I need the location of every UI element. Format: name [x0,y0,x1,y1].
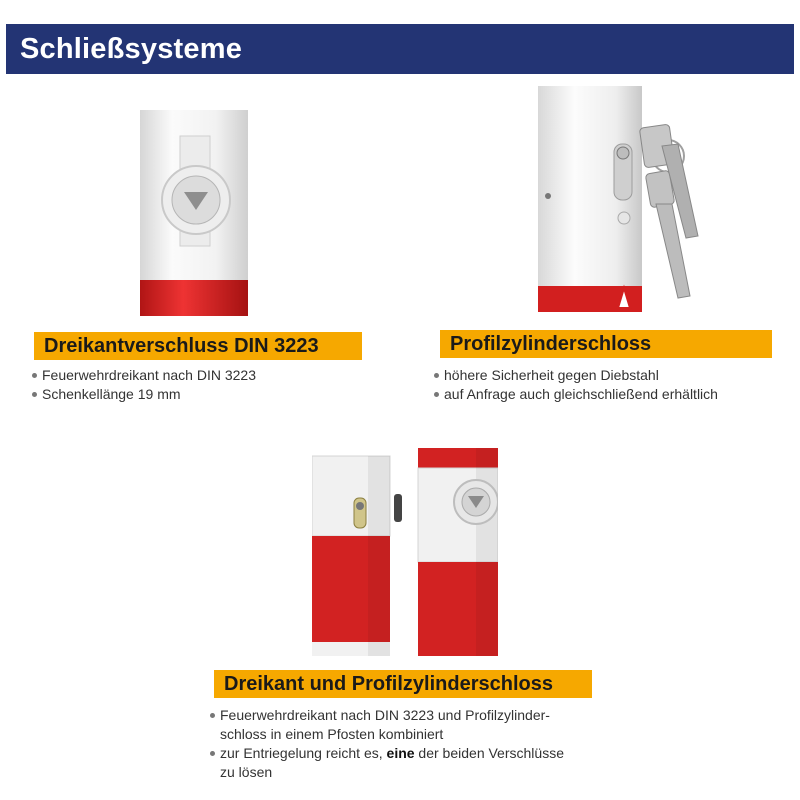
bullet-text: schloss in einem Pfosten kombiniert [220,726,444,742]
section-title: Dreikant und Profilzylinderschloss [224,672,553,695]
bullet-text: der beiden Verschlüsse [414,745,564,761]
cylinder-lock-post-image [538,86,710,312]
page-header [6,24,794,74]
bullet-text: zu lösen [220,764,273,780]
section-banner-combined [214,670,592,698]
bullet-text: Feuerwehrdreikant nach DIN 3223 und Profilzylinder- [220,707,550,723]
section-title: Dreikantverschluss DIN 3223 [44,334,319,357]
bullet-item: auf Anfrage auch gleichschließend erhältlich [432,385,718,404]
section-banner-dreikant [34,332,362,360]
bullet-item: Schenkellänge 19 mm [30,385,256,404]
section-bullets-dreikant [30,366,256,404]
bullet-item [208,744,564,782]
section-bullets-profilzylinder [432,366,718,404]
section-bullets-combined [208,706,564,782]
bullet-item [208,706,564,744]
section-banner-profilzylinder [440,330,772,358]
bullet-text: zur Entriegelung reicht es, [220,745,387,761]
bullet-item: Feuerwehrdreikant nach DIN 3223 [30,366,256,385]
bullet-item: höhere Sicherheit gegen Diebstahl [432,366,718,385]
emphasis-text: eine [386,745,415,761]
combined-lock-posts-image [312,448,498,656]
triangle-lock-post-image [140,110,248,316]
section-title: Profilzylinderschloss [450,332,652,355]
page-title: Schließsysteme [20,32,243,65]
